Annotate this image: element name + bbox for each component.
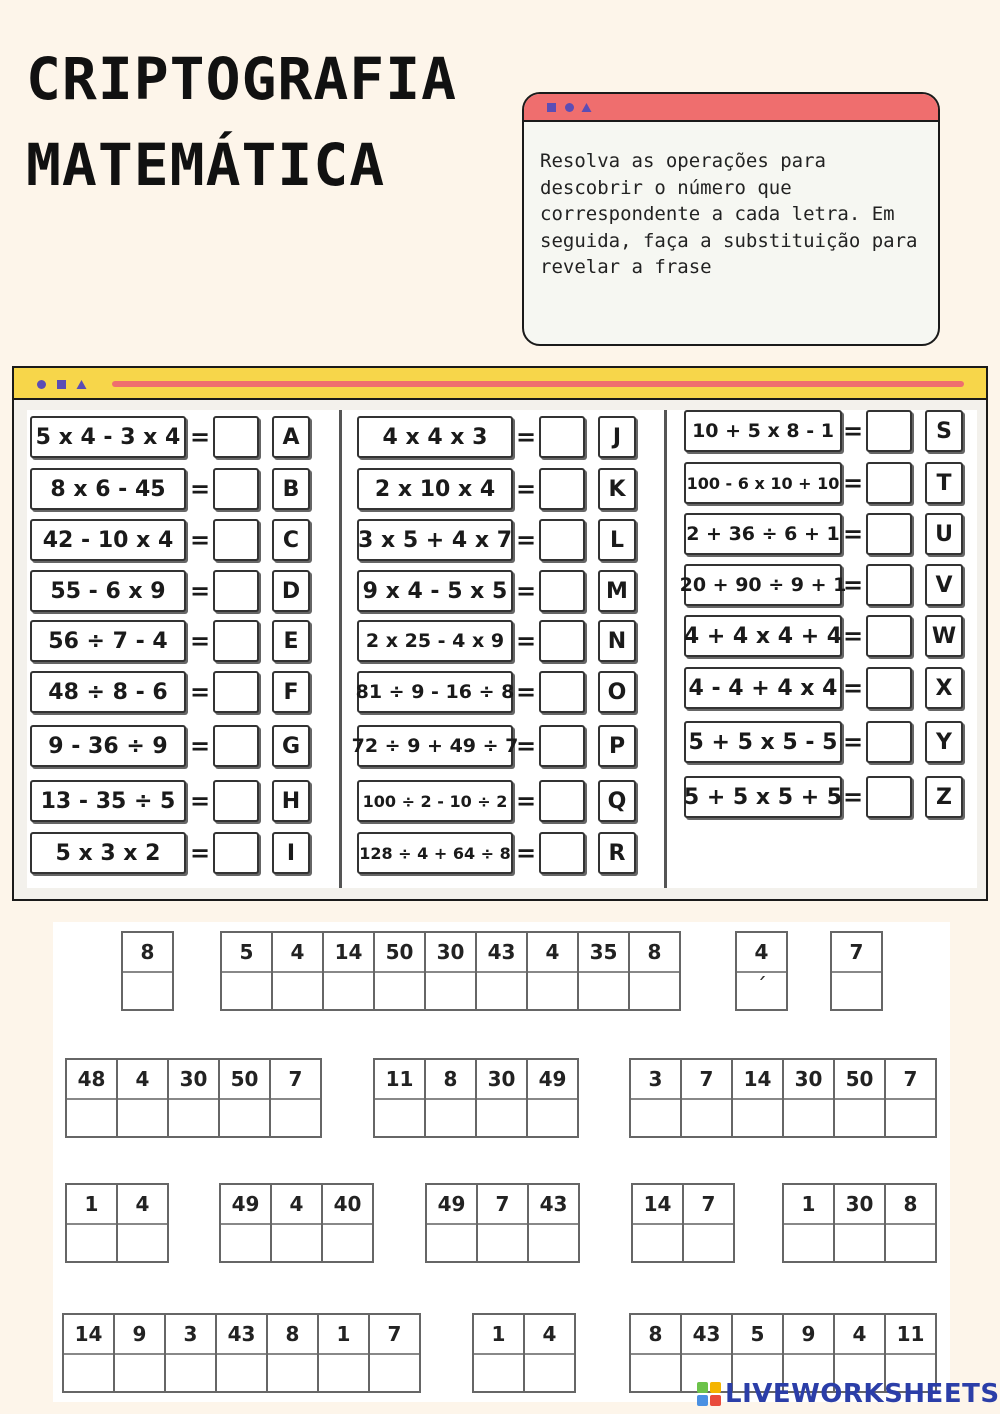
equals-sign: =: [190, 787, 211, 815]
expression-box: 5 + 5 x 5 - 5: [684, 721, 842, 763]
letter-answer-input[interactable]: [528, 1100, 577, 1136]
code-number: 43: [217, 1315, 266, 1355]
code-number: 4: [272, 1185, 321, 1225]
title-line-2: MATEMÁTICA: [26, 131, 386, 199]
answer-input-h[interactable]: [213, 780, 259, 822]
code-cell: [118, 1185, 169, 1261]
expression-box: 2 x 25 - 4 x 9: [357, 620, 513, 662]
answer-input-o[interactable]: [539, 671, 585, 713]
code-number: 8: [631, 1315, 680, 1355]
answer-input-d[interactable]: [213, 570, 259, 612]
expression-box: 100 ÷ 2 - 10 ÷ 2: [357, 780, 513, 822]
code-cell: [633, 1185, 684, 1261]
triangle-icon: [581, 102, 592, 113]
answer-input-j[interactable]: [539, 416, 585, 458]
code-number: 50: [375, 933, 424, 973]
answer-input-q[interactable]: [539, 780, 585, 822]
panel-bar-line: [112, 381, 964, 387]
code-word: [219, 1183, 374, 1263]
code-number: 11: [375, 1060, 424, 1100]
letter-box-l: L: [598, 519, 636, 561]
square-icon: [56, 379, 67, 390]
letter-answer-input[interactable]: [474, 1355, 523, 1391]
code-number: 5: [733, 1315, 782, 1355]
letter-answer-input[interactable]: [631, 1100, 680, 1136]
answer-input-s[interactable]: [866, 410, 912, 452]
answer-input-n[interactable]: [539, 620, 585, 662]
code-word: [62, 1313, 421, 1393]
circle-icon: [564, 102, 575, 113]
expression-box: 8 x 6 - 45: [30, 468, 186, 510]
code-number: 11: [886, 1315, 935, 1355]
expression-box: 5 x 4 - 3 x 4: [30, 416, 186, 458]
logo-text: LIVEWORKSHEETS: [725, 1379, 1000, 1409]
expression-box: 48 ÷ 8 - 6: [30, 671, 186, 713]
letter-answer-input[interactable]: [477, 1100, 526, 1136]
letter-answer-input[interactable]: [319, 1355, 368, 1391]
letter-box-b: B: [272, 468, 310, 510]
letter-answer-input[interactable]: [220, 1100, 269, 1136]
code-cell: [319, 1315, 370, 1391]
answer-input-t[interactable]: [866, 462, 912, 504]
accent-mark: ´: [756, 975, 767, 1000]
letter-answer-input[interactable]: [427, 1225, 476, 1261]
card-title-bar: [524, 94, 938, 122]
letter-box-t: T: [925, 462, 963, 504]
code-number: 30: [169, 1060, 218, 1100]
letter-answer-input[interactable]: [273, 973, 322, 1009]
equals-sign: =: [516, 475, 537, 503]
code-cell: [474, 1315, 525, 1391]
equals-sign: =: [190, 627, 211, 655]
code-number: 4: [528, 933, 577, 973]
expression-box: 5 x 3 x 2: [30, 832, 186, 874]
code-cell: [221, 1185, 272, 1261]
letter-answer-input[interactable]: [525, 1355, 574, 1391]
code-number: 43: [529, 1185, 578, 1225]
letter-answer-input[interactable]: [682, 1100, 731, 1136]
letter-box-k: K: [598, 468, 636, 510]
answer-input-f[interactable]: [213, 671, 259, 713]
code-cell: [217, 1315, 268, 1391]
column-divider: [339, 410, 342, 888]
expression-box: 55 - 6 x 9: [30, 570, 186, 612]
code-cell: [478, 1185, 529, 1261]
letter-box-i: I: [272, 832, 310, 874]
equals-sign: =: [190, 732, 211, 760]
code-number: 1: [319, 1315, 368, 1355]
letter-answer-input[interactable]: [370, 1355, 419, 1391]
letter-answer-input[interactable]: [222, 973, 271, 1009]
code-number: 14: [733, 1060, 782, 1100]
code-word: [220, 931, 681, 1011]
letter-answer-input[interactable]: [835, 1100, 884, 1136]
code-cell: [67, 1060, 118, 1136]
expression-box: 9 - 36 ÷ 9: [30, 725, 186, 767]
letter-answer-input[interactable]: [323, 1225, 372, 1261]
code-cell: [835, 1060, 886, 1136]
letter-box-o: O: [598, 671, 636, 713]
code-cell: [579, 933, 630, 1009]
code-number: 40: [323, 1185, 372, 1225]
code-number: 7: [478, 1185, 527, 1225]
code-cell: [886, 1060, 937, 1136]
title-line-1: CRIPTOGRAFIA: [26, 45, 458, 113]
code-cell: [832, 933, 883, 1009]
letter-answer-input[interactable]: [886, 1225, 935, 1261]
code-cell: [477, 933, 528, 1009]
equals-sign: =: [516, 678, 537, 706]
code-cell: [529, 1185, 580, 1261]
code-cell: [630, 933, 681, 1009]
letter-answer-input[interactable]: [375, 1100, 424, 1136]
letter-answer-input[interactable]: [221, 1225, 270, 1261]
code-number: 8: [630, 933, 679, 973]
letter-box-z: Z: [925, 776, 963, 818]
operations-panel: [12, 366, 988, 901]
expression-box: 100 - 6 x 10 + 10: [684, 462, 842, 504]
code-cell: [427, 1185, 478, 1261]
instructions-text: Resolva as operações para descobrir o número que correspondente a cada letra. Em seguida, faça a substituição para revelar a frase: [540, 150, 918, 279]
code-cell: [682, 1060, 733, 1136]
code-cell: [835, 1185, 886, 1261]
letter-box-m: M: [598, 570, 636, 612]
answer-input-k[interactable]: [539, 468, 585, 510]
column-divider: [664, 410, 667, 888]
expression-box: 3 x 5 + 4 x 7: [357, 519, 513, 561]
code-cell: [370, 1315, 421, 1391]
letter-answer-input[interactable]: [115, 1355, 164, 1391]
code-number: 9: [115, 1315, 164, 1355]
expression-box: 2 x 10 x 4: [357, 468, 513, 510]
expression-box: 56 ÷ 7 - 4: [30, 620, 186, 662]
code-cell: [272, 1185, 323, 1261]
code-number: 4: [118, 1185, 167, 1225]
answer-input-g[interactable]: [213, 725, 259, 767]
letter-answer-input[interactable]: [784, 1100, 833, 1136]
letter-box-s: S: [925, 410, 963, 452]
letter-box-j: J: [598, 416, 636, 458]
code-cell: [273, 933, 324, 1009]
equals-sign: =: [190, 577, 211, 605]
code-cell: [375, 1060, 426, 1136]
answer-input-a[interactable]: [213, 416, 259, 458]
code-cell: [118, 1060, 169, 1136]
answer-input-m[interactable]: [539, 570, 585, 612]
code-word: [631, 1183, 735, 1263]
code-number: 8: [886, 1185, 935, 1225]
expression-box: 4 - 4 + 4 x 4: [684, 667, 842, 709]
code-cell: [67, 1185, 118, 1261]
letter-answer-input[interactable]: [426, 973, 475, 1009]
answer-input-u[interactable]: [866, 513, 912, 555]
code-number: 4: [118, 1060, 167, 1100]
equals-sign: =: [190, 475, 211, 503]
letter-answer-input[interactable]: [733, 1100, 782, 1136]
equals-sign: =: [843, 520, 864, 548]
letter-box-g: G: [272, 725, 310, 767]
letter-box-y: Y: [925, 721, 963, 763]
equals-sign: =: [190, 839, 211, 867]
equals-sign: =: [516, 577, 537, 605]
code-cell: [886, 1185, 937, 1261]
equals-sign: =: [190, 423, 211, 451]
letter-box-a: A: [272, 416, 310, 458]
letter-box-x: X: [925, 667, 963, 709]
code-cell: [222, 933, 273, 1009]
code-cell: [784, 1185, 835, 1261]
expression-box: 81 ÷ 9 - 16 ÷ 8: [357, 671, 513, 713]
code-cell: [169, 1060, 220, 1136]
code-number: 3: [631, 1060, 680, 1100]
code-number: 50: [835, 1060, 884, 1100]
letter-answer-input[interactable]: [477, 973, 526, 1009]
letter-box-r: R: [598, 832, 636, 874]
code-number: 14: [324, 933, 373, 973]
letter-box-n: N: [598, 620, 636, 662]
expression-box: 72 ÷ 9 + 49 ÷ 7: [357, 725, 513, 767]
code-cell: [220, 1060, 271, 1136]
code-cell: [631, 1060, 682, 1136]
code-word: [121, 931, 174, 1011]
code-word: [830, 931, 883, 1011]
expression-box: 4 + 4 x 4 + 4: [684, 615, 842, 657]
code-cell: [525, 1315, 576, 1391]
code-number: 1: [67, 1185, 116, 1225]
expression-box: 128 ÷ 4 + 64 ÷ 8: [357, 832, 513, 874]
square-icon: [546, 102, 557, 113]
answer-input-b[interactable]: [213, 468, 259, 510]
letter-answer-input[interactable]: [737, 973, 786, 1009]
answer-input-c[interactable]: [213, 519, 259, 561]
circle-icon: [36, 379, 47, 390]
answer-input-v[interactable]: [866, 564, 912, 606]
answer-input-l[interactable]: [539, 519, 585, 561]
instructions-card: [522, 92, 940, 346]
letter-box-f: F: [272, 671, 310, 713]
code-cell: [684, 1185, 735, 1261]
equals-sign: =: [516, 839, 537, 867]
code-cell: [528, 1060, 579, 1136]
code-number: 43: [682, 1315, 731, 1355]
code-number: 49: [221, 1185, 270, 1225]
letter-answer-input[interactable]: [426, 1100, 475, 1136]
answer-input-z[interactable]: [866, 776, 912, 818]
equals-sign: =: [516, 787, 537, 815]
code-number: 50: [220, 1060, 269, 1100]
expression-box: 20 + 90 ÷ 9 + 1: [684, 564, 842, 606]
expression-box: 9 x 4 - 5 x 5: [357, 570, 513, 612]
code-number: 1: [474, 1315, 523, 1355]
code-number: 4: [737, 933, 786, 973]
letter-answer-input[interactable]: [529, 1225, 578, 1261]
letter-box-p: P: [598, 725, 636, 767]
letter-box-c: C: [272, 519, 310, 561]
letter-answer-input[interactable]: [64, 1355, 113, 1391]
expression-box: 13 - 35 ÷ 5: [30, 780, 186, 822]
letter-answer-input[interactable]: [271, 1100, 320, 1136]
code-cell: [733, 1060, 784, 1136]
equals-sign: =: [516, 732, 537, 760]
letter-answer-input[interactable]: [166, 1355, 215, 1391]
letter-box-q: Q: [598, 780, 636, 822]
letter-answer-input[interactable]: [268, 1355, 317, 1391]
expression-box: 10 + 5 x 8 - 1: [684, 410, 842, 452]
code-number: 4: [525, 1315, 574, 1355]
code-cell: [166, 1315, 217, 1391]
letter-answer-input[interactable]: [67, 1100, 116, 1136]
letter-answer-input[interactable]: [123, 973, 172, 1009]
code-word: [425, 1183, 580, 1263]
code-word: [629, 1058, 937, 1138]
letter-answer-input[interactable]: [630, 973, 679, 1009]
expression-box: 5 + 5 x 5 + 5: [684, 776, 842, 818]
code-number: 8: [426, 1060, 475, 1100]
letter-box-h: H: [272, 780, 310, 822]
equals-sign: =: [516, 423, 537, 451]
code-word: [472, 1313, 576, 1393]
answer-input-x[interactable]: [866, 667, 912, 709]
code-number: 7: [684, 1185, 733, 1225]
equals-sign: =: [516, 627, 537, 655]
letter-answer-input[interactable]: [169, 1100, 218, 1136]
code-cell: [375, 933, 426, 1009]
code-number: 8: [268, 1315, 317, 1355]
equals-sign: =: [843, 469, 864, 497]
code-number: 14: [64, 1315, 113, 1355]
equals-sign: =: [843, 571, 864, 599]
code-word: [65, 1058, 322, 1138]
letter-box-u: U: [925, 513, 963, 555]
letter-box-d: D: [272, 570, 310, 612]
letter-answer-input[interactable]: [528, 973, 577, 1009]
letter-answer-input[interactable]: [375, 973, 424, 1009]
letter-answer-input[interactable]: [67, 1225, 116, 1261]
letter-answer-input[interactable]: [217, 1355, 266, 1391]
code-number: 14: [633, 1185, 682, 1225]
code-cell: [631, 1315, 682, 1391]
code-cell: [324, 933, 375, 1009]
code-cell: [784, 1060, 835, 1136]
triangle-icon: [76, 379, 87, 390]
code-number: 9: [784, 1315, 833, 1355]
letter-answer-input[interactable]: [684, 1225, 733, 1261]
code-number: 7: [886, 1060, 935, 1100]
code-cell: [268, 1315, 319, 1391]
equals-sign: =: [843, 417, 864, 445]
code-number: 4: [273, 933, 322, 973]
code-cell: [528, 933, 579, 1009]
expression-box: 4 x 4 x 3: [357, 416, 513, 458]
code-number: 48: [67, 1060, 116, 1100]
equals-sign: =: [516, 526, 537, 554]
letter-answer-input[interactable]: [478, 1225, 527, 1261]
code-number: 4: [835, 1315, 884, 1355]
code-word: [735, 931, 788, 1011]
letter-box-w: W: [925, 615, 963, 657]
equals-sign: =: [190, 678, 211, 706]
letter-answer-input[interactable]: [324, 973, 373, 1009]
code-cell: [115, 1315, 166, 1391]
code-number: 30: [835, 1185, 884, 1225]
code-cell: [271, 1060, 322, 1136]
equals-sign: =: [843, 728, 864, 756]
answer-input-y[interactable]: [866, 721, 912, 763]
code-number: 7: [832, 933, 881, 973]
answer-input-e[interactable]: [213, 620, 259, 662]
answer-input-i[interactable]: [213, 832, 259, 874]
code-cell: [64, 1315, 115, 1391]
code-number: 5: [222, 933, 271, 973]
code-cell: [123, 933, 174, 1009]
code-word: [373, 1058, 579, 1138]
code-word: [65, 1183, 169, 1263]
logo-blocks-icon: [697, 1382, 721, 1406]
code-word: [782, 1183, 937, 1263]
liveworksheets-logo: [697, 1378, 1000, 1410]
letter-answer-input[interactable]: [272, 1225, 321, 1261]
code-number: 35: [579, 933, 628, 973]
letter-answer-input[interactable]: [633, 1225, 682, 1261]
code-cell: [426, 933, 477, 1009]
letter-answer-input[interactable]: [118, 1100, 167, 1136]
letter-answer-input[interactable]: [886, 1100, 935, 1136]
code-cell: [426, 1060, 477, 1136]
letter-answer-input[interactable]: [118, 1225, 167, 1261]
letter-answer-input[interactable]: [631, 1355, 680, 1391]
code-cell: [737, 933, 788, 1009]
code-number: 30: [426, 933, 475, 973]
code-number: 49: [528, 1060, 577, 1100]
code-number: 49: [427, 1185, 476, 1225]
answer-input-r[interactable]: [539, 832, 585, 874]
code-number: 43: [477, 933, 526, 973]
panel-title-bar: [14, 368, 986, 400]
letter-answer-input[interactable]: [832, 973, 881, 1009]
equals-sign: =: [843, 622, 864, 650]
answer-input-w[interactable]: [866, 615, 912, 657]
page-title: [26, 36, 457, 208]
code-number: 1: [784, 1185, 833, 1225]
expression-box: 2 + 36 ÷ 6 + 1: [684, 513, 842, 555]
answer-input-p[interactable]: [539, 725, 585, 767]
letter-answer-input[interactable]: [835, 1225, 884, 1261]
equals-sign: =: [843, 783, 864, 811]
code-number: 8: [123, 933, 172, 973]
code-cell: [323, 1185, 374, 1261]
equals-sign: =: [843, 674, 864, 702]
code-number: 7: [370, 1315, 419, 1355]
code-number: 3: [166, 1315, 215, 1355]
code-number: 7: [682, 1060, 731, 1100]
letter-box-v: V: [925, 564, 963, 606]
code-number: 7: [271, 1060, 320, 1100]
code-cell: [477, 1060, 528, 1136]
code-number: 30: [477, 1060, 526, 1100]
letter-answer-input[interactable]: [579, 973, 628, 1009]
letter-box-e: E: [272, 620, 310, 662]
code-number: 30: [784, 1060, 833, 1100]
expression-box: 42 - 10 x 4: [30, 519, 186, 561]
letter-answer-input[interactable]: [784, 1225, 833, 1261]
equals-sign: =: [190, 526, 211, 554]
